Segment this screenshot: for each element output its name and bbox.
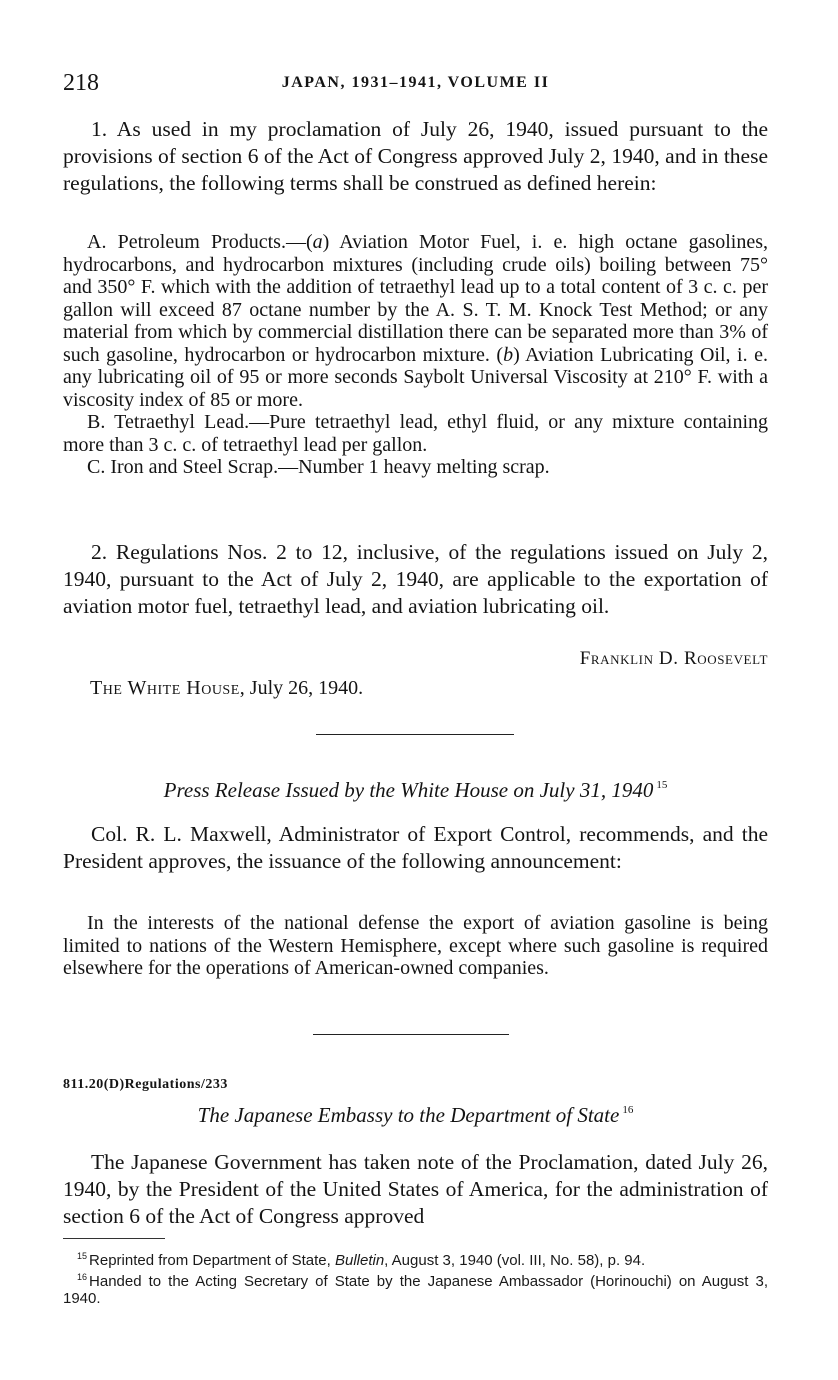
definitions-block bbox=[63, 231, 768, 479]
press-release-announcement: In the interests of the national defense the export of aviation gasoline is being limited to nations of the Western Hemisphere, except where such gasoline is required elsewhere for the operations of American-owned companies. bbox=[63, 912, 768, 979]
page-number: 218 bbox=[63, 70, 99, 96]
file-reference: 811.20(D)Regulations/233 bbox=[63, 1077, 228, 1092]
footnotes bbox=[63, 1248, 768, 1307]
footnote-16: $^{16}$ Handed to the Acting Secretary of State by the Japanese Ambassador (Horinouchi) on August 3, 1940. bbox=[63, 1272, 768, 1307]
footnote-divider bbox=[63, 1238, 165, 1239]
paragraph-definitions-intro bbox=[63, 116, 768, 197]
section-divider bbox=[313, 1034, 509, 1035]
footnote-mark-16: 16 bbox=[622, 1104, 634, 1116]
page-header bbox=[63, 70, 768, 100]
definition-c: C. Iron and Steel Scrap.—Number 1 heavy melting scrap. bbox=[87, 456, 550, 478]
place-name: The White House bbox=[90, 677, 240, 699]
footnote-mark-15: 15 bbox=[656, 779, 668, 791]
press-release-intro: Col. R. L. Maxwell, Administrator of Export Control, recommends, and the President approves, the issuance of the following announcement: bbox=[63, 822, 768, 873]
embassy-note-body: The Japanese Government has taken note of the Proclamation, dated July 26, 1940, by the President of the United States of America, for the administration of section 6 of the Act of Congress approved bbox=[63, 1150, 768, 1228]
footnote-15: $^{15}$ Reprinted from Department of State, Bulletin, August 3, 1940 (vol. III, No. 58), p. 94. bbox=[77, 1251, 646, 1269]
section-divider bbox=[316, 734, 514, 735]
definition-a: A. Petroleum Products.—(a) Aviation Motor Fuel, i. e. high octane gasolines, hydrocarbons, and hydrocarbon mixtures (including crude oils) boiling between 75° and 350° F. which with the addition of tetraethyl lead up to a total content of 3 c. c. per gallon will exceed 87 octane number by the A. S. T. M. Knock Test Method; or any material from which by commercial distillation there can be separated more than 3% of such gasoline, hydrocarbon or hydrocarbon mixture. (b) Aviation Lubricating Oil, i. e. any lubricating oil of 95 or more seconds Saybolt Universal Viscosity at 210° F. with a viscosity index of 85 or more. bbox=[63, 231, 769, 411]
press-release-title: Press Release Issued by the White House on July 31, 1940 $^{15}$ bbox=[163, 778, 668, 802]
date-line bbox=[90, 677, 363, 700]
definition-b: B. Tetraethyl Lead.—Pure tetraethyl lead, ethyl fluid, or any mixture containing more than 3 c. c. of tetraethyl lead per gallon. bbox=[63, 411, 768, 456]
embassy-note-title: The Japanese Embassy to the Department of State $^{16}$ bbox=[197, 1103, 634, 1127]
paragraph-2-text: 2. Regulations Nos. 2 to 12, inclusive, of the regulations issued on July 2, 1940, pursuant to the Act of July 2, 1940, are applicable to the exportation of aviation motor fuel, tetraethyl lead, and aviation lubricating oil. bbox=[63, 540, 768, 618]
date-text: , July 26, 1940. bbox=[239, 677, 364, 699]
paragraph-1-text: 1. As used in my proclamation of July 26, 1940, issued pursuant to the provisions of section 6 of the Act of Congress approved July 2, 1940, and in these regulations, the following terms shall be construed as defined herein: bbox=[63, 117, 768, 195]
signature: Franklin D. Roosevelt bbox=[579, 648, 768, 669]
paragraph-regulations bbox=[63, 539, 768, 620]
running-title: JAPAN, 1931–1941, VOLUME II bbox=[281, 74, 550, 91]
